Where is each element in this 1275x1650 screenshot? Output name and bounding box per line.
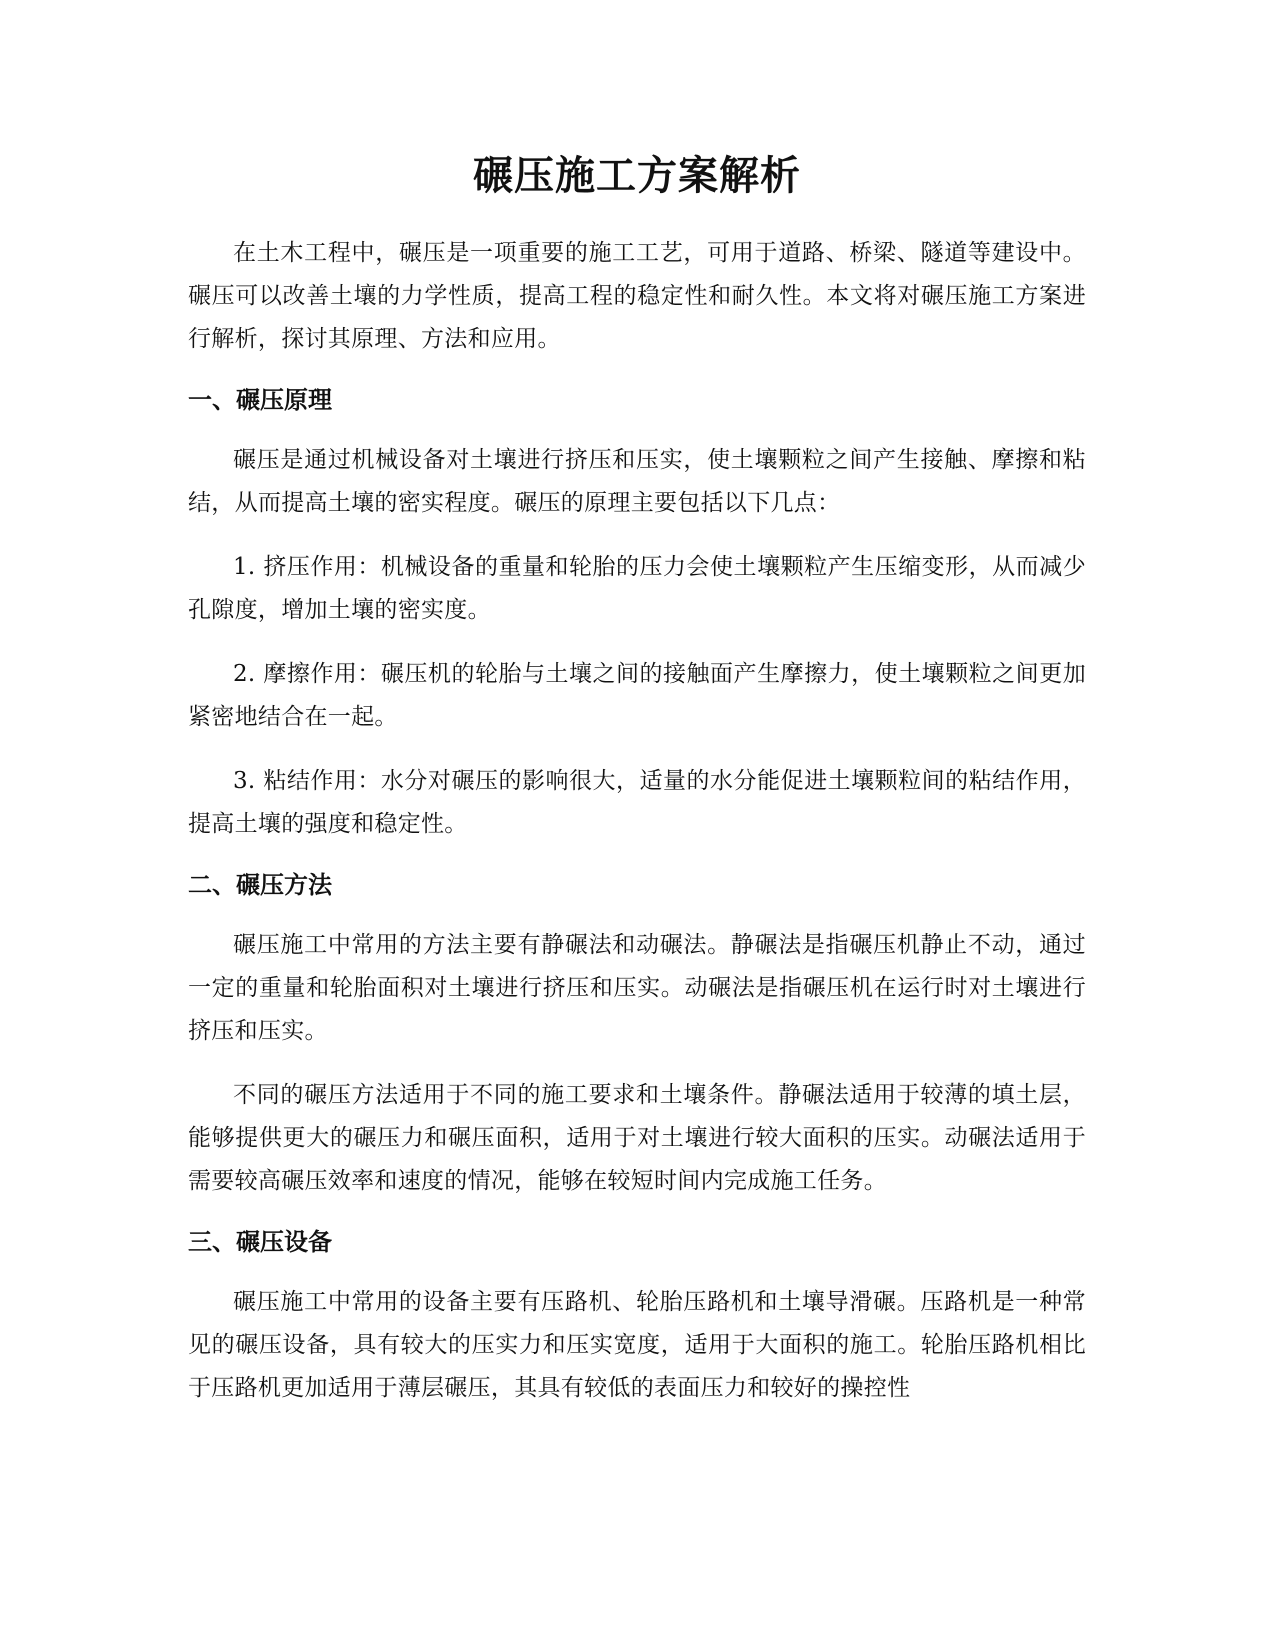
method-paragraph-1: 碾压施工中常用的方法主要有静碾法和动碾法。静碾法是指碾压机静止不动，通过一定的重量和轮胎面积对土壤进行挤压和压实。动碾法是指碾压机在运行时对土壤进行挤压和压实。: [188, 932, 1086, 1044]
section-heading-principle: 一、碾压原理: [188, 386, 332, 414]
principle-item-3: 3. 粘结作用：水分对碾压的影响很大，适量的水分能促进土壤颗粒间的粘结作用，提高土壤的强度和稳定性。: [188, 768, 1086, 837]
section-heading-method: 二、碾压方法: [188, 871, 332, 899]
equipment-paragraph: 碾压施工中常用的设备主要有压路机、轮胎压路机和土壤导滑碾。压路机是一种常见的碾压设备，具有较大的压实力和压实宽度，适用于大面积的施工。轮胎压路机相比于压路机更加适用于薄层碾压，其具有较低的表面压力和较好的操控性: [188, 1289, 1086, 1401]
section-heading-equipment: 三、碾压设备: [188, 1228, 332, 1256]
document-content: [188, 148, 1086, 1410]
document-title: 碾压施工方案解析: [473, 153, 801, 199]
principle-item-2: 2. 摩擦作用：碾压机的轮胎与土壤之间的接触面产生摩擦力，使土壤颗粒之间更加紧密地结合在一起。: [188, 661, 1086, 730]
principle-paragraph: 碾压是通过机械设备对土壤进行挤压和压实，使土壤颗粒之间产生接触、摩擦和粘结，从而提高土壤的密实程度。碾压的原理主要包括以下几点：: [188, 447, 1086, 516]
intro-paragraph: 在土木工程中，碾压是一项重要的施工工艺，可用于道路、桥梁、隧道等建设中。碾压可以改善土壤的力学性质，提高工程的稳定性和耐久性。本文将对碾压施工方案进行解析，探讨其原理、方法和应用。: [188, 240, 1086, 352]
method-paragraph-2: 不同的碾压方法适用于不同的施工要求和土壤条件。静碾法适用于较薄的填土层，能够提供更大的碾压力和碾压面积，适用于对土壤进行较大面积的压实。动碾法适用于需要较高碾压效率和速度的情况，能够在较短时间内完成施工任务。: [188, 1082, 1086, 1194]
principle-item-1: 1. 挤压作用：机械设备的重量和轮胎的压力会使土壤颗粒产生压缩变形，从而减少孔隙度，增加土壤的密实度。: [188, 554, 1086, 623]
